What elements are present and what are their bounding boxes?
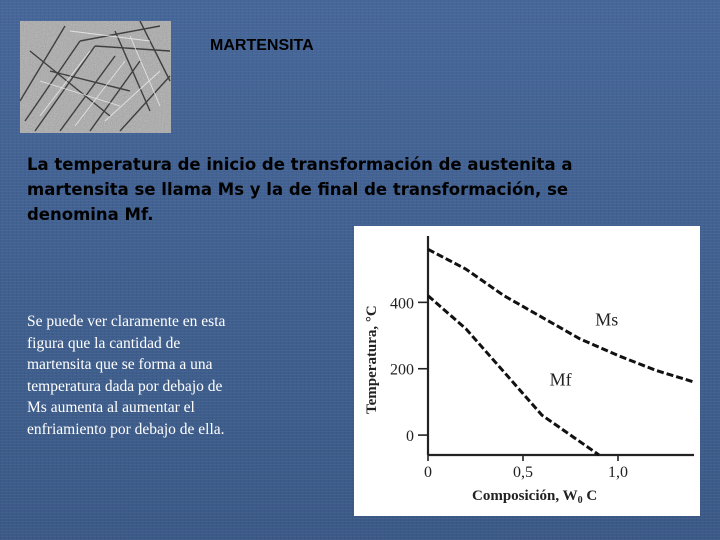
martensite-micrograph-image — [20, 21, 171, 133]
y-axis-label: Temperatura, °C — [364, 305, 380, 414]
chart-svg — [354, 226, 700, 516]
series-label-ms: Ms — [595, 309, 619, 330]
explanation-line: temperatura dada por debajo de — [27, 377, 223, 395]
explanation-line: Ms aumenta al aumentar el — [27, 399, 195, 416]
intro-line: martensita se llama Ms y la de final de transformación, se — [27, 180, 569, 199]
x-tick-label: 0,5 — [513, 464, 533, 481]
x-tick-label: 1,0 — [608, 464, 628, 481]
explanation-paragraph — [27, 311, 327, 440]
explanation-line: martensita que se forma a una — [27, 356, 213, 373]
series-line-ms — [428, 249, 694, 382]
y-tick-label: 200 — [390, 361, 414, 379]
intro-line: denomina Mf. — [27, 205, 154, 224]
explanation-line: figura que la cantidad de — [27, 334, 181, 352]
explanation-line: Se puede ver claramente en esta — [27, 313, 226, 330]
y-tick-label: 0 — [406, 428, 414, 446]
micrograph-texture — [20, 21, 171, 133]
series-label-mf: Mf — [549, 369, 572, 390]
x-tick-label: 0 — [424, 464, 432, 481]
intro-paragraph — [27, 152, 667, 227]
series-line-mf — [428, 296, 599, 455]
slide-title: MARTENSITA — [210, 37, 314, 54]
ms-mf-chart — [354, 226, 700, 516]
y-tick-label: 400 — [390, 295, 414, 313]
intro-line: La temperatura de inicio de transformación de austenita a — [27, 155, 573, 174]
explanation-line: enfriamiento por debajo de ella. — [27, 420, 225, 438]
x-axis-label: Composición, $W_0$ C — [472, 488, 598, 506]
